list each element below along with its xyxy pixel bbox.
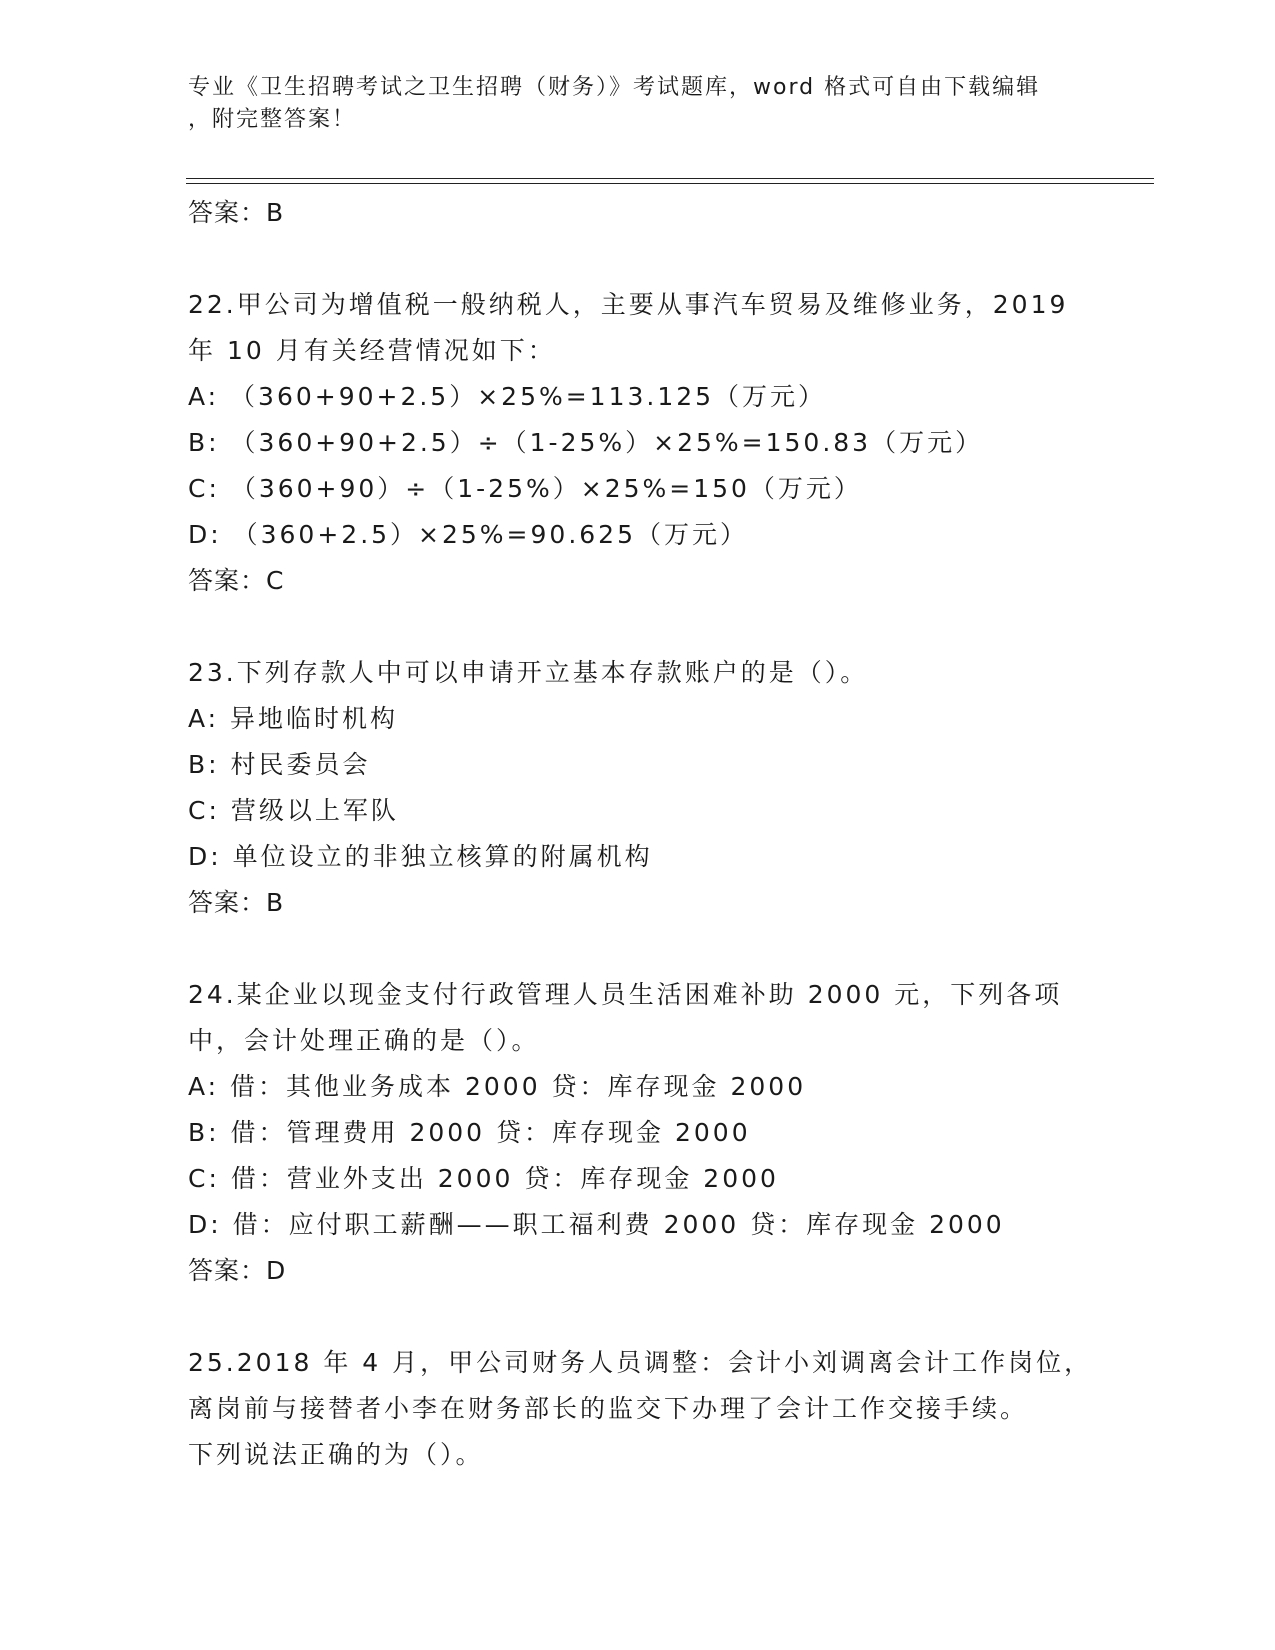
- header-divider-bottom: [186, 183, 1154, 184]
- document-body: [188, 190, 1093, 1478]
- question-25-text-line-3: 下列说法正确的为（）。: [188, 1440, 484, 1469]
- question-23-option-b: B: 村民委员会: [188, 750, 371, 779]
- question-24-text-line-1: 24.某企业以现金支付行政管理人员生活困难补助 2000 元，下列各项: [188, 980, 1063, 1009]
- question-22-option-a: A: （360+90+2.5）×25%=113.125（万元）: [188, 382, 827, 411]
- spacer: [188, 926, 1088, 972]
- question-24-option-c: C: 借：营业外支出 2000 贷：库存现金 2000: [188, 1164, 779, 1193]
- header-divider-top: [186, 178, 1154, 179]
- question-22-option-c: C: （360+90）÷（1-25%）×25%=150（万元）: [188, 474, 862, 503]
- header-line-2: ，附完整答案！: [188, 107, 357, 132]
- question-23-option-a: A: 异地临时机构: [188, 704, 399, 733]
- spacer: [188, 604, 1088, 650]
- question-22-answer: 答案：C: [188, 566, 285, 595]
- document-header: [188, 72, 1088, 136]
- spacer: [188, 236, 1088, 282]
- header-line-1: 专业《卫生招聘考试之卫生招聘（财务）》考试题库，word 格式可自由下载编辑: [188, 75, 1041, 100]
- spacer: [188, 1294, 1088, 1340]
- answer-21: 答案：B: [188, 198, 285, 227]
- question-23-option-d: D: 单位设立的非独立核算的附属机构: [188, 842, 653, 871]
- question-25-text-line-1: 25.2018 年 4 月，甲公司财务人员调整：会计小刘调离会计工作岗位，: [188, 1348, 1093, 1377]
- question-25: [188, 1340, 1093, 1478]
- question-25-text-line-2: 离岗前与接替者小李在财务部长的监交下办理了会计工作交接手续。: [188, 1394, 1029, 1423]
- question-24-text-line-2: 中，会计处理正确的是（）。: [188, 1026, 540, 1055]
- question-22-text-line-1: 22.甲公司为增值税一般纳税人，主要从事汽车贸易及维修业务，2019: [188, 290, 1069, 319]
- question-22-option-d: D: （360+2.5）×25%=90.625（万元）: [188, 520, 748, 549]
- question-22-option-b: B: （360+90+2.5）÷（1-25%）×25%=150.83（万元）: [188, 428, 984, 457]
- question-24-option-d: D: 借：应付职工薪酬——职工福利费 2000 贷：库存现金 2000: [188, 1210, 1005, 1239]
- question-24: [188, 972, 1088, 1294]
- question-23-answer: 答案：B: [188, 888, 285, 917]
- question-24-option-b: B: 借：管理费用 2000 贷：库存现金 2000: [188, 1118, 751, 1147]
- question-22-text-line-2: 年 10 月有关经营情况如下：: [188, 336, 556, 365]
- question-23: [188, 650, 1088, 926]
- question-24-answer: 答案：D: [188, 1256, 287, 1285]
- question-22: [188, 282, 1088, 604]
- question-23-option-c: C: 营级以上军队: [188, 796, 399, 825]
- question-24-option-a: A: 借：其他业务成本 2000 贷：库存现金 2000: [188, 1072, 807, 1101]
- question-23-text-line-1: 23.下列存款人中可以申请开立基本存款账户的是（）。: [188, 658, 869, 687]
